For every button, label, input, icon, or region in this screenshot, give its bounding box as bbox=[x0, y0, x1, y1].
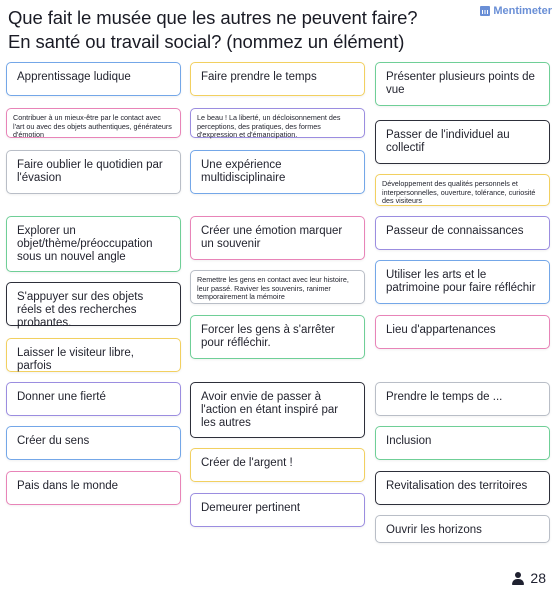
response-card: Avoir envie de passer à l'action en étant inspiré par les autres bbox=[190, 382, 365, 438]
response-card: Créer une émotion marquer un souvenir bbox=[190, 216, 365, 260]
brand-name: Mentimeter bbox=[493, 5, 552, 17]
response-card: Faire prendre le temps bbox=[190, 62, 365, 96]
response-card: Donner une fierté bbox=[6, 382, 181, 416]
response-card: Créer du sens bbox=[6, 426, 181, 460]
response-card: Passeur de connaissances bbox=[375, 216, 550, 250]
mentimeter-logo-icon bbox=[480, 6, 490, 16]
response-card: Laisser le visiteur libre, parfois bbox=[6, 338, 181, 372]
response-card: S'appuyer sur des objets réels et des recherches probantes. bbox=[6, 282, 181, 326]
response-card: Contribuer à un mieux-être par le contact avec l'art ou avec des objets authentiques, générateurs d'émotion bbox=[6, 108, 181, 138]
response-card: Lieu d'appartenances bbox=[375, 315, 550, 349]
participant-counter bbox=[511, 570, 546, 586]
response-card: Créer de l'argent ! bbox=[190, 448, 365, 482]
title-line-2: En santé ou travail social? (nommez un élément) bbox=[8, 31, 405, 52]
response-card: Revitalisation des territoires bbox=[375, 471, 550, 505]
response-card: Explorer un objet/thème/préoccupation sous un nouvel angle bbox=[6, 216, 181, 272]
response-card: Ouvrir les horizons bbox=[375, 515, 550, 543]
mentimeter-brand bbox=[480, 5, 552, 17]
response-card: Pais dans le monde bbox=[6, 471, 181, 505]
response-card: Inclusion bbox=[375, 426, 550, 460]
response-card: Demeurer pertinent bbox=[190, 493, 365, 527]
response-card: Prendre le temps de ... bbox=[375, 382, 550, 416]
user-icon bbox=[511, 572, 524, 585]
page-title bbox=[8, 6, 478, 54]
response-card: Apprentissage ludique bbox=[6, 62, 181, 96]
response-card: Forcer les gens à s'arrêter pour réfléchir. bbox=[190, 315, 365, 359]
response-card: Utiliser les arts et le patrimoine pour faire réfléchir bbox=[375, 260, 550, 304]
response-card: Une expérience multidisciplinaire bbox=[190, 150, 365, 194]
title-line-1: Que fait le musée que les autres ne peuvent faire? bbox=[8, 7, 418, 28]
participant-count: 28 bbox=[530, 570, 546, 586]
response-card: Faire oublier le quotidien par l'évasion bbox=[6, 150, 181, 194]
response-card: Présenter plusieurs points de vue bbox=[375, 62, 550, 106]
response-card: Passer de l'individuel au collectif bbox=[375, 120, 550, 164]
response-card: Développement des qualités personnels et interpersonnelles, ouverture, tolérance, curiosité des visiteurs bbox=[375, 174, 550, 206]
response-card: Remettre les gens en contact avec leur histoire, leur passé. Raviver les souvenirs, ranimer temporairement la mémoire bbox=[190, 270, 365, 304]
response-card: Le beau ! La liberté, un décloisonnement des perceptions, des pratiques, des formes d'expression et d'émancipation. bbox=[190, 108, 365, 138]
